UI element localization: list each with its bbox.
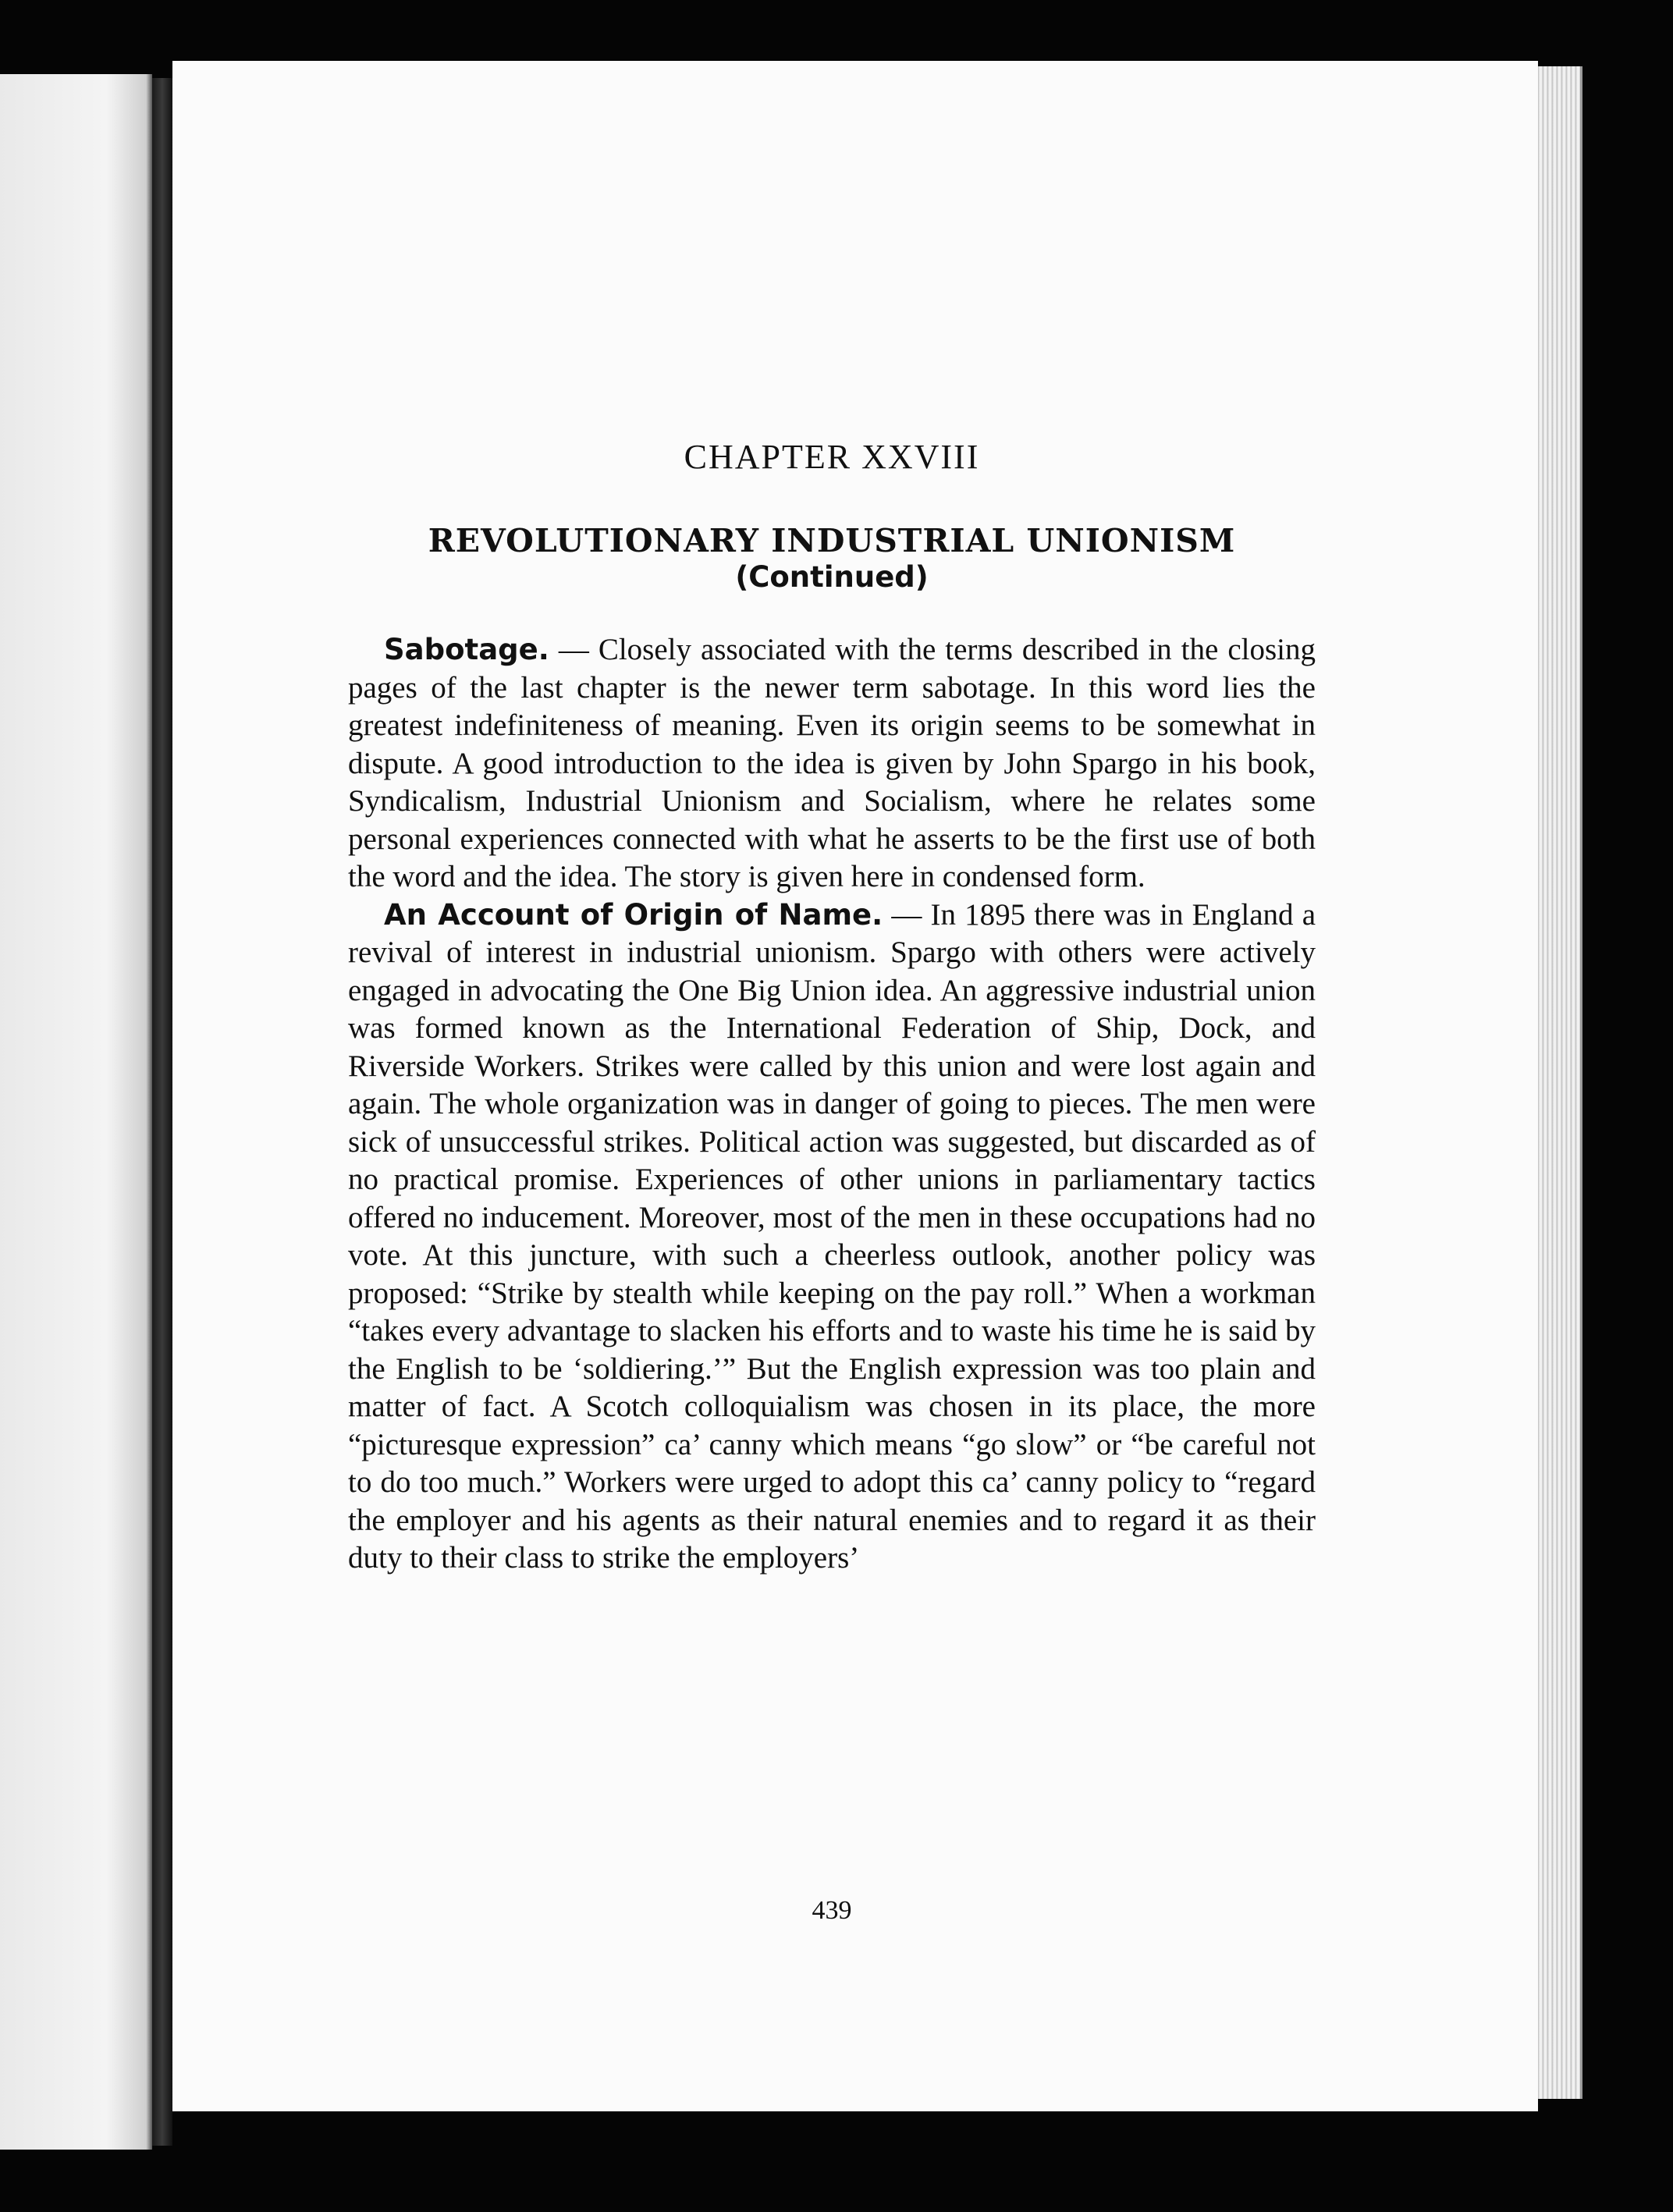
- chapter-subtitle: (Continued): [735, 560, 929, 594]
- chapter-number: CHAPTER XXVIII: [684, 438, 980, 476]
- page-number: 439: [812, 1896, 852, 1925]
- previous-page-edge: [0, 74, 152, 2150]
- paragraph-heading: An Account of Origin of Name.: [384, 897, 883, 932]
- paragraph-body: — In 1895 there was in England a revival of interest in industrial unionism. Spargo with others were actively engaged in advocating the One Big Union idea. An aggressive industrial union was formed known as the International Federation of Ship, Dock, and Riverside Workers. Strikes were called by this union and were lost again and again. The whole organization was in danger of going to pieces. The men were sick of unsuccessful strikes. Political action was suggested, but discarded as of no practical promise. Experiences of other unions in parliamentary tactics offered no inducement. Moreover, most of the men in these occupations had no vote. At this juncture, with such a cheerless outlook, another policy was proposed: “Strike by stealth while keeping on the pay roll.” When a workman “takes every advantage to slacken his efforts and to waste his time he is said by the English to be ‘soldiering.’” But the English expression was too plain and matter of fact. A Scotch colloquialism was chosen in its place, the more “picturesque expression” ca’ canny which means “go slow” or “be careful not to do too much.” Workers were urged to adopt this ca’ canny policy to “regard the employer and his agents as their natural enemies and to regard it as their duty to their class to strike the employers’: [348, 897, 1316, 1575]
- paragraph-sabotage: [348, 631, 1316, 897]
- paragraph-body: — Closely associated with the terms described in the closing pages of the last chapter is the newer term sabotage. In this word lies the greatest indefiniteness of meaning. Even its origin seems to be somewhat in dispute. A good introduction to the idea is given by John Spargo in his book, Syndicalism, Industrial Unionism and Socialism, where he relates some personal experiences connected with what he asserts to be the first use of both the word and the idea. The story is given here in condensed form.: [348, 633, 1316, 893]
- paragraph-heading: Sabotage.: [384, 633, 549, 666]
- book-gutter: [152, 78, 172, 2146]
- paragraph-origin-of-name: [348, 897, 1316, 1578]
- chapter-title: REVOLUTIONARY INDUSTRIAL UNIONISM: [428, 522, 1236, 559]
- page-text: [348, 421, 1316, 1925]
